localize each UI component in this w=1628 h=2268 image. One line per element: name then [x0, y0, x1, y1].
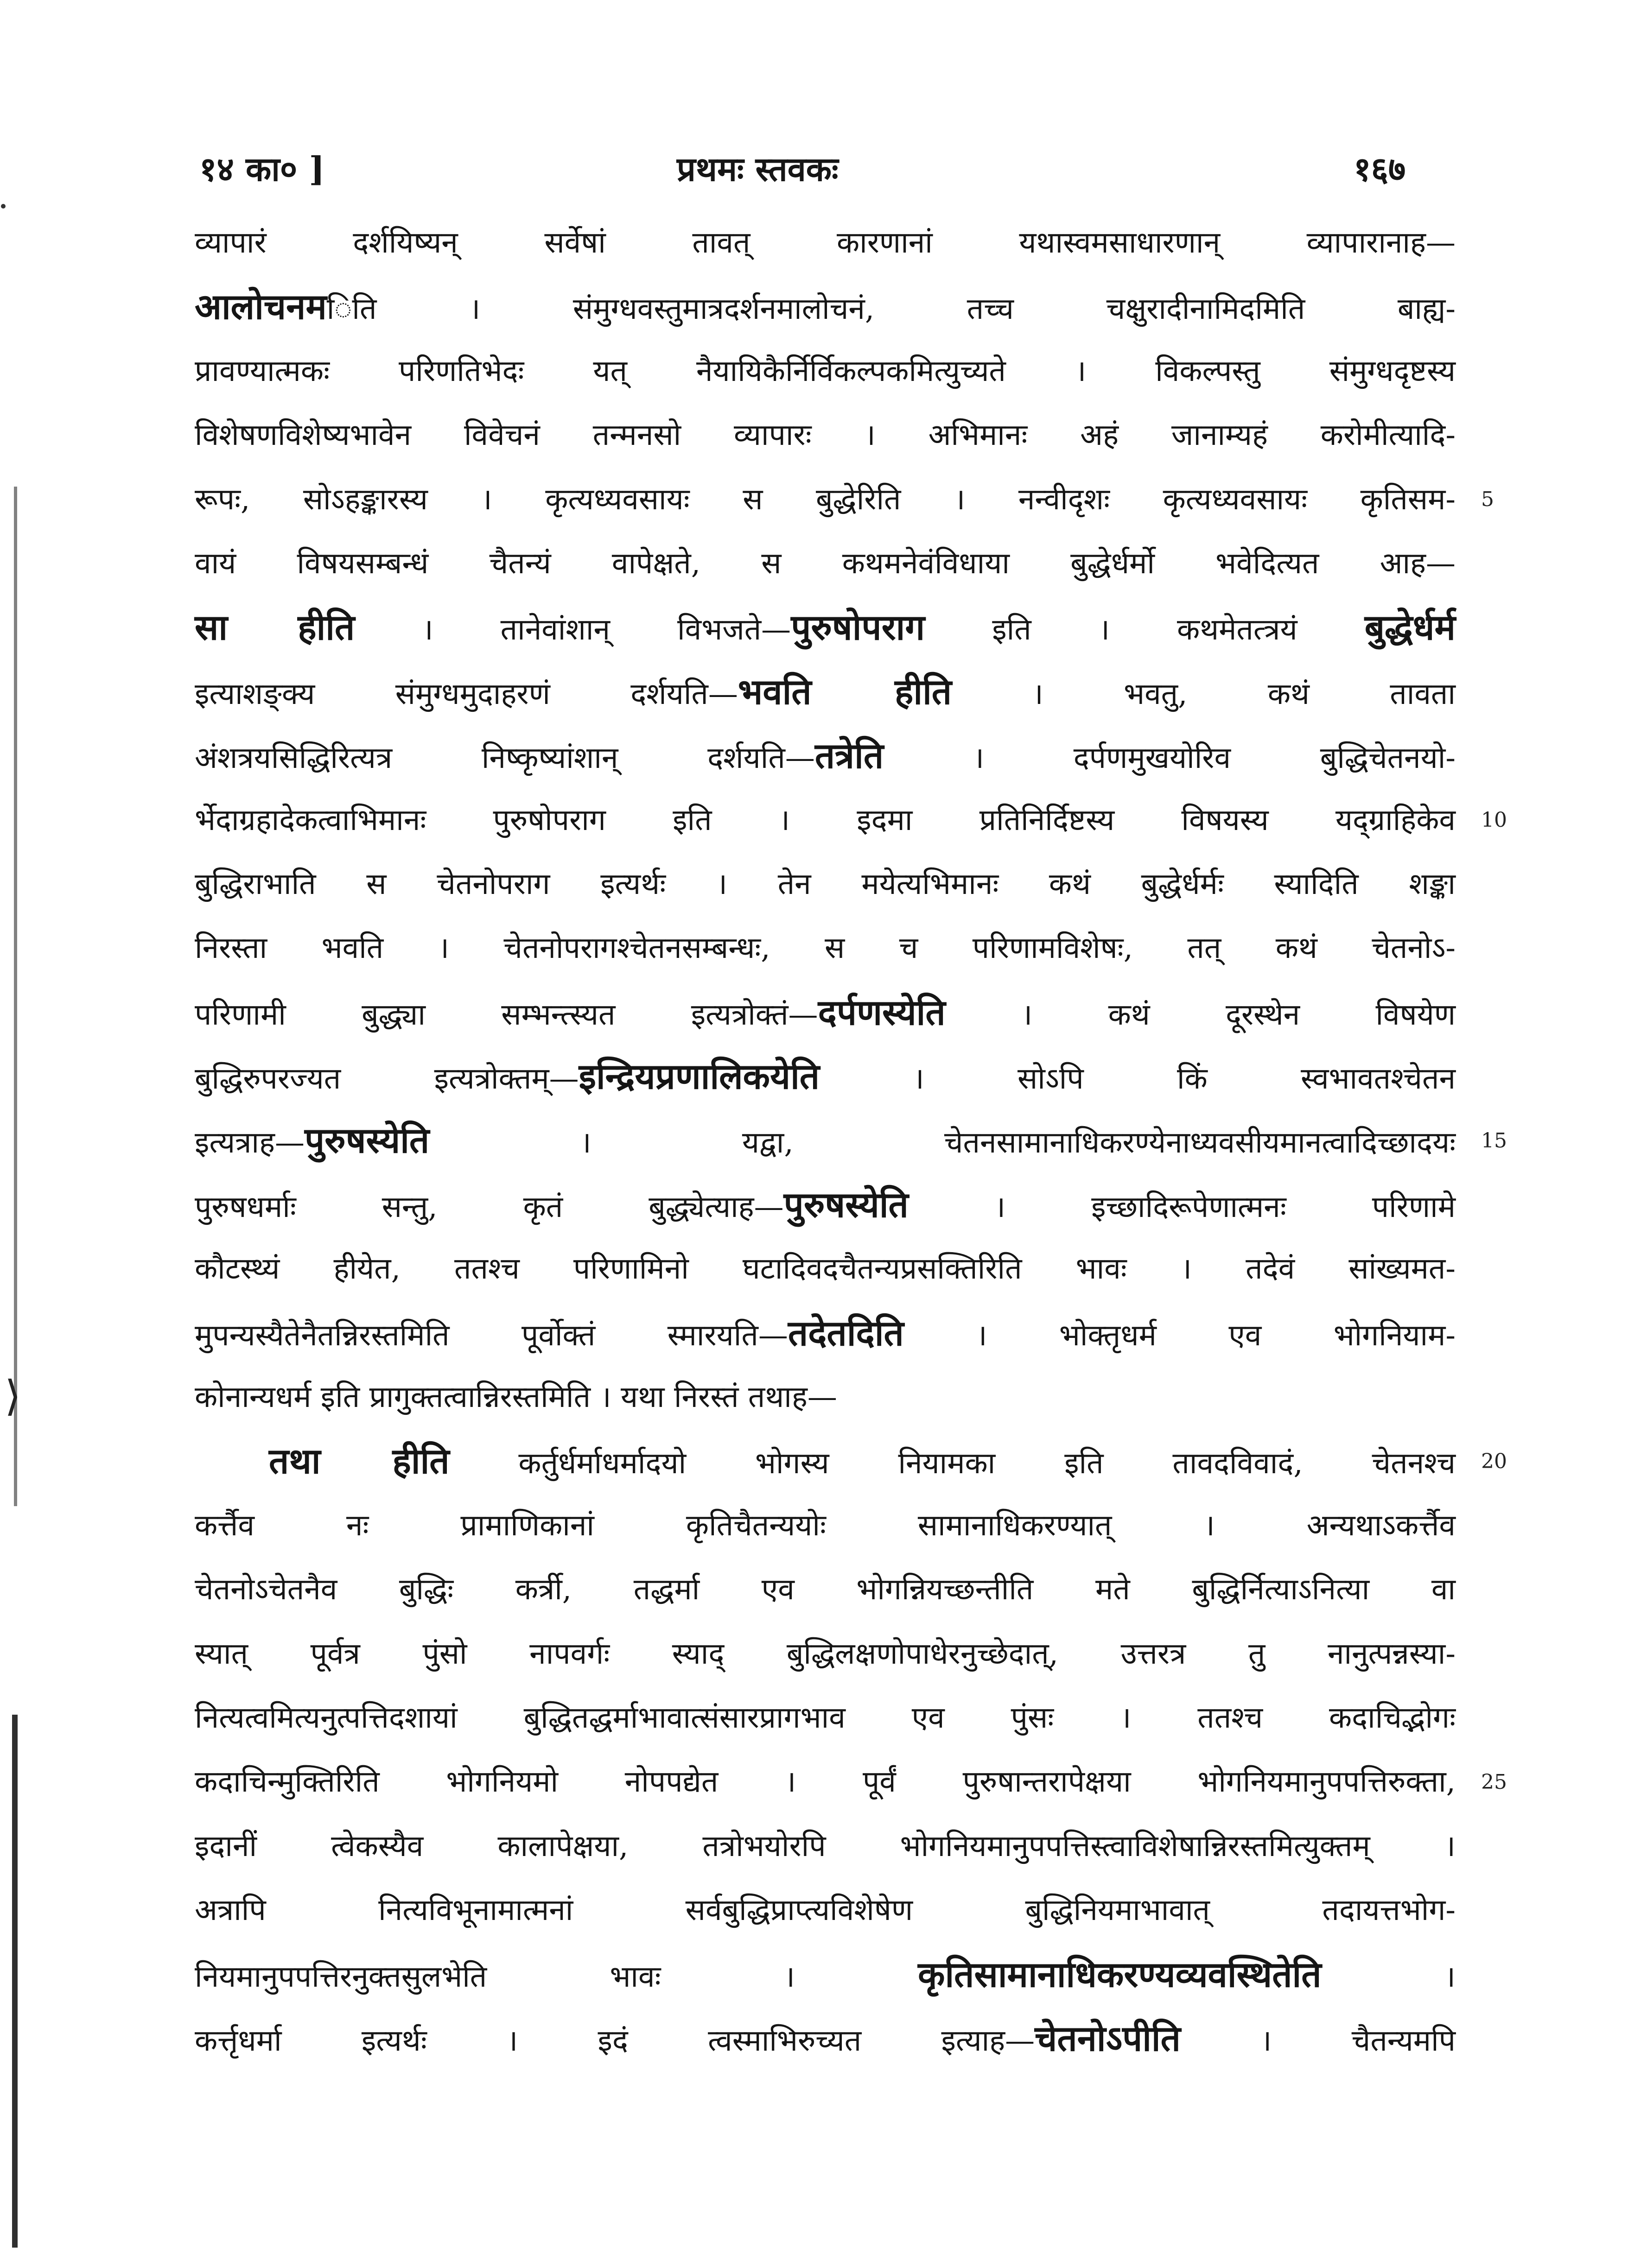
text-line — [195, 468, 1456, 532]
line-text: अत्रापि नित्यविभूनामात्मनां सर्वबुद्धिप्राप्त्यविशेषेण बुद्धिनियमाभावात् तदायत्तभोग- — [195, 1893, 1456, 1928]
text-line — [195, 596, 1456, 659]
text-line — [195, 1878, 1456, 1942]
commentary-text — [195, 211, 1456, 2071]
line-text: कौटस्थ्यं हीयेत, ततश्च परिणामिनो घटादिवदचैतन्यप्रसक्तिरिति भावः । तदेवं सांख्यमत- — [195, 1252, 1456, 1286]
line-text: इत्यत्राह— — [195, 1126, 305, 1160]
lemma-text: कृतिसामानाधिकरण्यव्यवस्थितेति — [918, 1953, 1322, 1995]
line-text: इति । कथमेतत्त्रयं — [925, 613, 1365, 647]
line-number: 25 — [1481, 1770, 1507, 1794]
text-line — [195, 724, 1456, 788]
line-text: कर्त्तैव नः प्रामाणिकानां कृतिचैतन्ययोः सामानाधिकरण्यात् । अन्यथाऽकर्त्तैव — [195, 1508, 1456, 1543]
binding-mark-icon: ⟩ — [5, 1372, 21, 1420]
line-text: बुद्धिराभाति स चेतनोपराग इत्यर्थः । तेन मयेत्यभिमानः कथं बुद्धेर्धर्मः स्यादिति शङ्का — [195, 867, 1456, 901]
text-line — [195, 1750, 1456, 1814]
binding-edge-lower — [12, 1715, 18, 2248]
lemma-text: पुरुषस्येति — [305, 1120, 430, 1161]
lemma-text: पुरुषोपराग — [791, 607, 925, 648]
line-text: विशेषणविशेष्यभावेन विवेचनं तन्मनसो व्यापारः । अभिमानः अहं जानाम्यहं करोमीत्यादि- — [195, 418, 1456, 453]
line-text: परिणामी बुद्ध्या सम्भन्त्स्यत इत्यत्रोक्तं— — [195, 997, 818, 1032]
line-text: बुद्धिरुपरज्यत इत्यत्रोक्तम्— — [195, 1062, 579, 1096]
line-text: प्रावण्यात्मकः परिणतिभेदः यत् नैयायिकैर्निर्विकल्पकमित्युच्यते । विकल्पस्तु संमुग्धदृष्टस्य — [195, 354, 1456, 388]
text-line — [195, 1814, 1456, 1878]
text-line — [195, 852, 1456, 916]
line-text: । — [1321, 1959, 1456, 1994]
line-text: । यद्वा, चेतनसामानाधिकरण्येनाध्यवसीयमानत्वादिच्छादयः — [429, 1126, 1456, 1160]
line-text: चेतनोऽचेतनैव बुद्धिः कर्त्री, तद्धर्मा एव भोगन्नियच्छन्तीति मते बुद्धिर्नित्याऽनित्या वा — [195, 1572, 1456, 1607]
lemma-text: सा हीति — [195, 607, 355, 648]
text-line — [195, 1943, 1456, 2007]
lemma-text: इन्द्रियप्रणालिकयेति — [579, 1056, 820, 1097]
line-text: । तानेवांशान् विभजते— — [355, 613, 791, 647]
text-line — [195, 1686, 1456, 1750]
text-line — [195, 1622, 1456, 1686]
header-chapter-ref: १४ का० ] — [199, 149, 325, 189]
text-line — [195, 1494, 1456, 1558]
line-text: इत्याशङ्क्य संमुग्धमुदाहरणं दर्शयति— — [195, 677, 738, 711]
line-text: । भोक्तृधर्म एव भोगनियाम- — [903, 1318, 1456, 1353]
line-text: िति । संमुग्धवस्तुमात्रदर्शनमालोचनं, तच्च चक्षुरादीनामिदमिति बाह्य- — [326, 292, 1456, 327]
line-text: मुपन्यस्यैतेनैतन्निरस्तमिति पूर्वोक्तं स्मारयति— — [195, 1318, 788, 1353]
text-line — [195, 1173, 1456, 1237]
lemma-text: पुरुषस्येति — [783, 1184, 909, 1225]
text-line — [195, 981, 1456, 1045]
line-text: रूपः, सोऽहङ्कारस्य । कृत्यध्यवसायः स बुद्धेरिति । नन्वीदृशः कृत्यध्यवसायः कृतिसम- — [195, 482, 1456, 517]
line-text: व्यापारं दर्शयिष्यन् सर्वेषां तावत् कारणानां यथास्वमसाधारणान् व्यापारानाह— — [195, 226, 1456, 260]
text-line — [195, 2007, 1456, 2071]
lemma-text: दर्पणस्येति — [818, 991, 946, 1033]
text-line — [195, 275, 1456, 339]
header-page-number: १६७ — [1354, 149, 1406, 189]
line-text: । इच्छादिरूपेणात्मनः परिणामे — [908, 1190, 1456, 1224]
line-number: 15 — [1481, 1128, 1507, 1153]
line-text: स्यात् पूर्वत्र पुंसो नापवर्गः स्याद् बुद्धिलक्षणोपाधेरनुच्छेदात्, उत्तरत्र तु नानुत्पन्नस्या- — [195, 1636, 1456, 1671]
text-line — [195, 211, 1456, 275]
text-line — [195, 788, 1456, 852]
text-line — [195, 339, 1456, 403]
line-text: अंशत्रयसिद्धिरित्यत्र निष्कृष्यांशान् दर्शयति— — [195, 741, 815, 776]
line-text: । कथं दूरस्थेन विषयेण — [945, 997, 1456, 1032]
text-line — [195, 532, 1456, 596]
line-number: 20 — [1481, 1449, 1507, 1473]
line-text: कर्तुर्धर्माधर्मादयो भोगस्य नियामका इति तावदविवादं, चेतनश्च — [449, 1446, 1456, 1481]
text-line — [195, 1045, 1456, 1109]
text-line — [195, 1301, 1456, 1365]
line-text: । चैतन्यमपि — [1180, 2023, 1456, 2058]
lemma-text: चेतनोऽपीति — [1035, 2017, 1181, 2059]
line-text: पुरुषधर्माः सन्तु, कृतं बुद्ध्येत्याह— — [195, 1190, 784, 1224]
text-line — [195, 1109, 1456, 1172]
line-number: 10 — [1481, 808, 1507, 832]
text-line — [195, 660, 1456, 724]
text-line — [195, 1237, 1456, 1301]
text-line — [195, 403, 1456, 467]
line-text: । सोऽपि किं स्वभावतश्चेतन — [820, 1062, 1456, 1096]
text-line — [195, 1365, 1456, 1429]
line-number: 5 — [1481, 487, 1494, 511]
lemma-text: तथा हीति — [269, 1440, 450, 1482]
line-text: वायं विषयसम्बन्धं चैतन्यं वापेक्षते, स कथमनेवंविधाया बुद्धेर्धर्मो भवेदित्यत आह— — [195, 546, 1456, 581]
line-text: नित्यत्वमित्यनुत्पत्तिदशायां बुद्धितद्धर्माभावात्संसारप्रागभाव एव पुंसः । ततश्च कदाचिद्भोगः — [195, 1700, 1456, 1735]
line-text: कदाचिन्मुक्तिरिति भोगनियमो नोपपद्येत । पूर्वं पुरुषान्तरापेक्षया भोगनियमानुपपत्तिरुक्ता, — [195, 1765, 1456, 1799]
lemma-text: तत्रेति — [814, 735, 884, 777]
line-text: निरस्ता भवति । चेतनोपरागश्चेतनसम्बन्धः, स च परिणामविशेषः, तत् कथं चेतनोऽ- — [195, 931, 1456, 966]
line-text: कोनान्यधर्म इति प्रागुक्तत्वान्निरस्तमिति । यथा निरस्तं तथाह— — [195, 1380, 837, 1415]
line-text: नियमानुपपत्तिरनुक्तसुलभेति भावः । — [195, 1959, 918, 1994]
text-line — [195, 1429, 1456, 1493]
line-text: । भवतु, कथं तावता — [952, 677, 1456, 711]
line-text: कर्त्तृधर्मा इत्यर्थः । इदं त्वस्माभिरुच्यत इत्याह— — [195, 2023, 1035, 2058]
line-text: इदानीं त्वेकस्यैव कालापेक्षया, तत्रोभयोरपि भोगनियमानुपपत्तिस्त्वाविशेषान्निरस्तमित्युक्तम् । — [195, 1829, 1456, 1863]
scan-speck — [1, 204, 6, 209]
lemma-text: बुद्धेर्धर्म — [1364, 607, 1456, 648]
lemma-text: भवति हीति — [738, 671, 952, 712]
binding-edge-upper — [14, 487, 17, 1506]
header-section-title: प्रथमः स्तवकः — [677, 149, 839, 189]
text-line — [195, 916, 1456, 980]
lemma-text: आलोचनम — [195, 286, 327, 328]
line-text: । दर्पणमुखयोरिव बुद्धिचेतनयो- — [884, 741, 1456, 776]
text-line — [195, 1558, 1456, 1622]
line-text: र्भेदाग्रहादेकत्वाभिमानः पुरुषोपराग इति । इदमा प्रतिनिर्दिष्टस्य विषयस्य यद्ग्राहिकेव — [195, 803, 1456, 837]
lemma-text: तदेतदिति — [788, 1312, 904, 1354]
